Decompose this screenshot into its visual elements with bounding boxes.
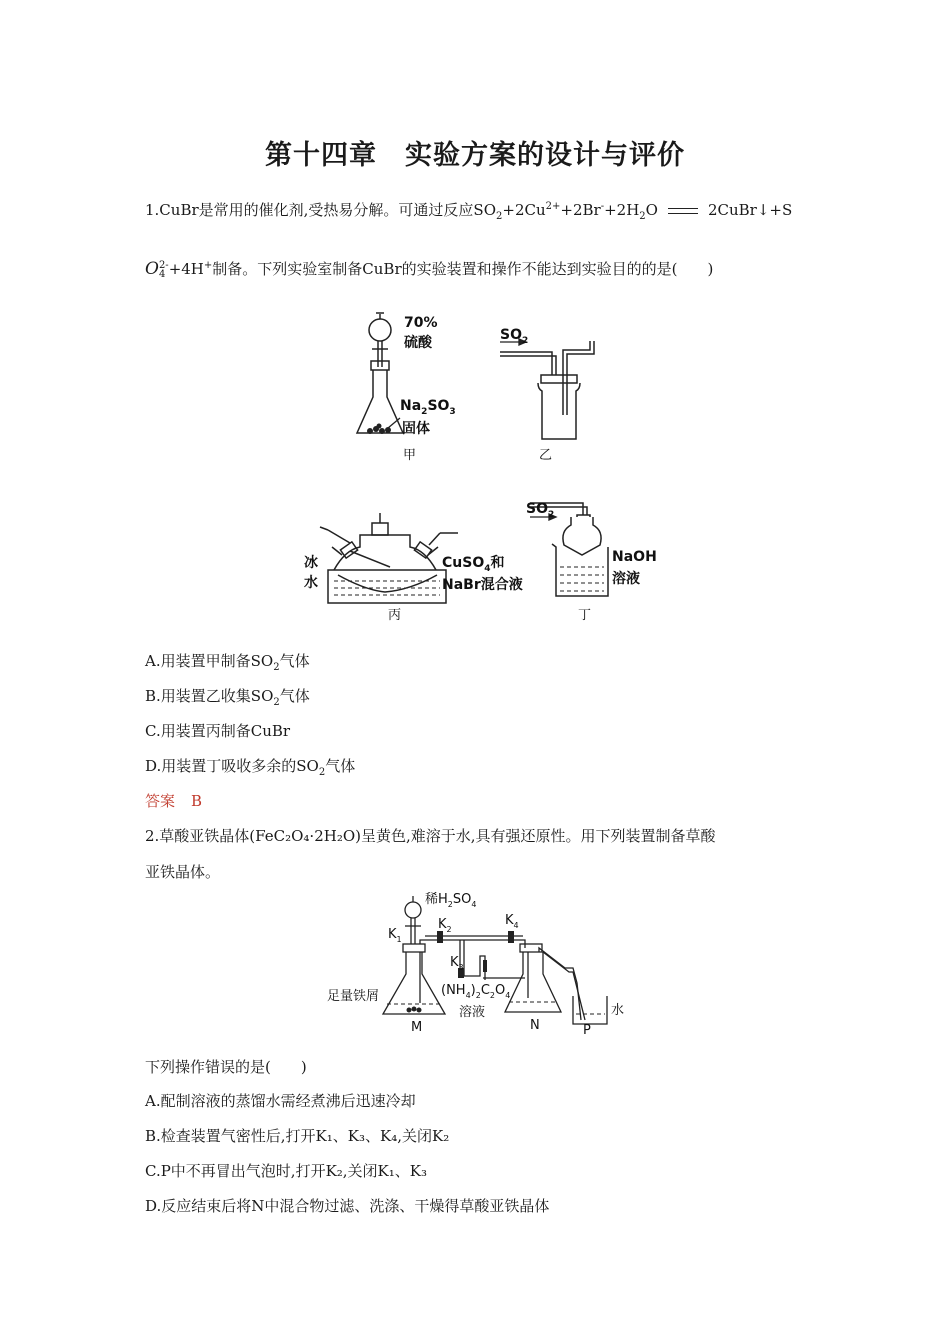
label-n: N: [530, 1018, 540, 1033]
q2-stem-line2: 亚铁晶体。: [145, 863, 221, 881]
q2-stem-line1: 2.草酸亚铁晶体(FeC₂O₄·2H₂O)呈黄色,难溶于水,具有强还原性。用下列装置制备草酸: [145, 827, 716, 845]
q1-option-c[interactable]: C.用装置丙制备CuBr: [145, 722, 291, 740]
svg-text:NaBr混合液: NaBr混合液: [442, 577, 523, 593]
water-label: 水: [611, 1003, 625, 1018]
label-yi: 乙: [539, 448, 553, 463]
svg-text:溶液: 溶液: [459, 1005, 486, 1020]
q2-option-c[interactable]: C.P中不再冒出气泡时,打开K₂,关闭K₁、K₃: [145, 1162, 427, 1180]
svg-text:Na2SO3: $Na_2SO_3$: [400, 398, 456, 417]
q2-option-d[interactable]: D.反应结束后将N中混合物过滤、洗涤、干燥得草酸亚铁晶体: [145, 1197, 550, 1215]
svg-text:K1: $K_1$: [388, 927, 402, 944]
svg-text:K3: $K_3$: [450, 955, 464, 972]
label-p: P: [583, 1023, 591, 1036]
svg-text:SO2: $SO_2$: [500, 327, 529, 346]
q1-answer: 答案 B: [145, 792, 203, 810]
svg-text:NaOH: NaOH: [612, 549, 657, 565]
q1-apparatus-figure: [290, 305, 670, 625]
q2-question: 下列操作错误的是( ): [145, 1058, 307, 1076]
svg-text:(NH4)2C2O4: $(NH_4)_2C_2O_4$: [441, 983, 511, 1000]
svg-text:冰: 冰: [304, 555, 318, 571]
q1-stem-line2: O2- 4 +4H+制备。下列实验室制备CuBr的实验装置和操作不能达到实验目的的是( ): [145, 259, 714, 280]
svg-text:K2: $K_2$: [438, 917, 452, 934]
svg-text:水: 水: [304, 575, 318, 591]
q1-option-b[interactable]: B.用装置乙收集$SO_2$气体: [145, 687, 310, 708]
svg-text:溶液: 溶液: [612, 571, 640, 587]
equals-sign: [668, 208, 698, 214]
jia-acid-label2: 硫酸: [404, 335, 432, 351]
q1-stem-line1: 1.CuBr是常用的催化剂,受热易分解。可通过反应$SO_2+2Cu^{2+}+2Br^-+2H_2O$ 2CuBr↓+S: [145, 201, 793, 222]
label-m: M: [411, 1020, 423, 1035]
svg-text:K4: $K_4$: [505, 913, 519, 930]
svg-text:稀H2SO4: 稀$H_2SO_4$: [425, 892, 477, 909]
jia-solid-label: 固体: [402, 421, 430, 437]
iron-label: 足量铁屑: [327, 989, 380, 1004]
q2-option-b[interactable]: B.检查装置气密性后,打开K₁、K₃、K₄,关闭K₂: [145, 1127, 450, 1145]
q2-option-a[interactable]: A.配制溶液的蒸馏水需经煮沸后迅速冷却: [145, 1092, 416, 1110]
q1-option-a[interactable]: A.用装置甲制备$SO_2$气体: [145, 652, 310, 673]
label-jia: 甲: [403, 448, 417, 463]
svg-text:SO2: $SO_2$: [526, 501, 555, 520]
svg-text:CuSO4和: CuSO$_4$和: [442, 555, 505, 574]
q1-option-d[interactable]: D.用装置丁吸收多余的$SO_2$气体: [145, 757, 356, 778]
q2-apparatus-figure: [325, 888, 635, 1036]
label-ding: 丁: [578, 608, 592, 623]
label-bing: 丙: [388, 608, 402, 623]
jia-acid-label: 70%: [404, 315, 438, 331]
page-title: 第十四章 实验方案的设计与评价: [265, 140, 685, 171]
